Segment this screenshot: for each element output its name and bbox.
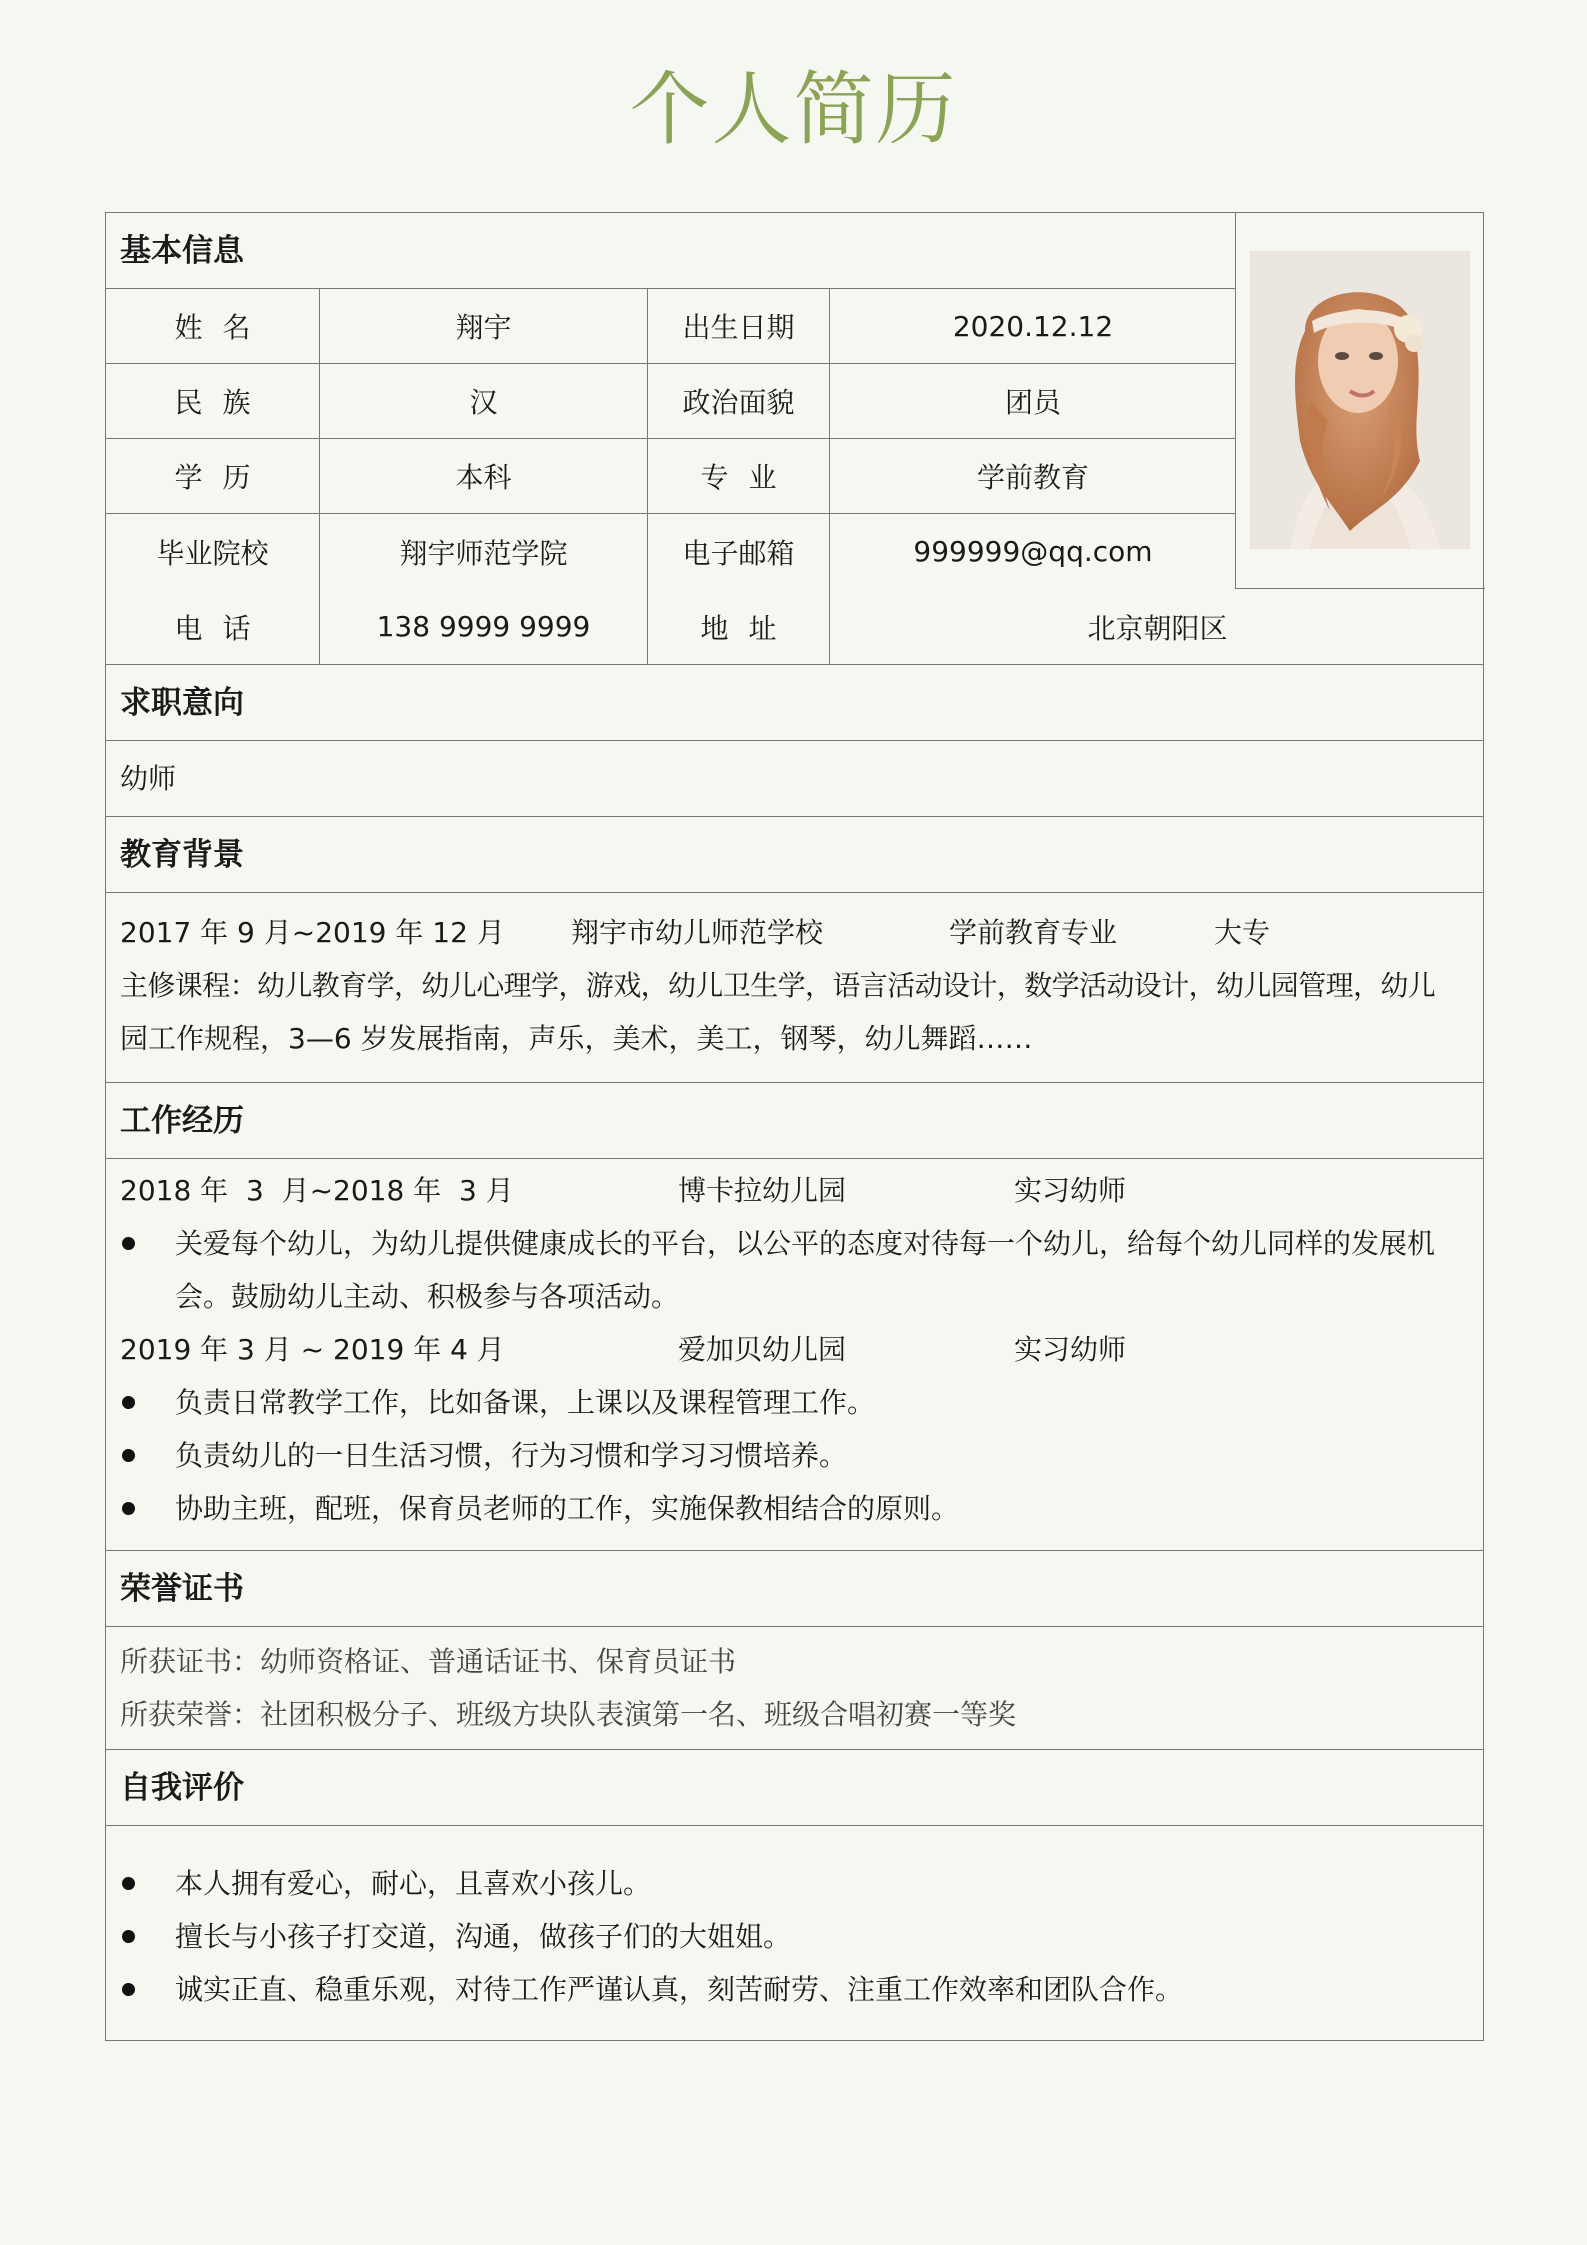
work-item: 协助主班，配班，保育员老师的工作，实施保教相结合的原则。 xyxy=(106,1482,1483,1535)
work-item: 负责日常教学工作，比如备课，上课以及课程管理工作。 xyxy=(106,1376,1483,1429)
photo-cell xyxy=(1236,213,1485,589)
education-summary xyxy=(106,906,1483,959)
work-org: 博卡拉幼儿园 xyxy=(678,1174,847,1207)
section-title: 求职意向 xyxy=(120,685,244,721)
info-value: 翔宇 xyxy=(320,289,648,363)
work-content xyxy=(106,1159,1483,1551)
info-label: 民族 xyxy=(106,364,320,438)
info-value: 翔宇师范学院 xyxy=(320,514,648,589)
info-label: 学历 xyxy=(106,439,320,513)
info-row xyxy=(106,514,1236,589)
education-content xyxy=(106,893,1483,1083)
info-label: 姓名 xyxy=(106,289,320,363)
self-eval-item: 擅长与小孩子打交道，沟通，做孩子们的大姐姐。 xyxy=(106,1910,1483,1963)
portrait-illustration xyxy=(1250,251,1470,549)
info-value: 2020.12.12 xyxy=(952,309,1114,343)
intention-content xyxy=(106,741,1483,817)
resume-frame xyxy=(105,212,1484,2041)
profile-photo xyxy=(1250,251,1470,549)
education-degree: 大专 xyxy=(1214,916,1271,949)
info-row xyxy=(106,289,1236,364)
page-title: 个人简历 xyxy=(629,63,958,156)
work-period: 2018 年 3 月~2018 年 3 月 xyxy=(120,1174,514,1207)
section-header-self xyxy=(106,1750,1483,1826)
self-eval-item: 诚实正直、稳重乐观，对待工作严谨认真，刻苦耐劳、注重工作效率和团队合作。 xyxy=(106,1963,1483,2016)
work-role: 实习幼师 xyxy=(1014,1333,1127,1366)
info-label: 毕业院校 xyxy=(106,514,320,589)
info-label: 电话 xyxy=(106,589,320,664)
info-value: 本科 xyxy=(320,439,648,513)
self-eval-content xyxy=(106,1826,1483,2040)
work-org: 爱加贝幼儿园 xyxy=(678,1333,847,1366)
info-value: 北京朝阳区 xyxy=(1087,611,1228,645)
section-header-work xyxy=(106,1083,1483,1159)
section-title: 工作经历 xyxy=(120,1103,244,1139)
info-row xyxy=(106,364,1236,439)
info-value: 汉 xyxy=(320,364,648,438)
section-title: 自我评价 xyxy=(120,1770,244,1806)
basic-info-grid xyxy=(106,213,1236,589)
section-title: 荣誉证书 xyxy=(120,1571,244,1607)
work-entry-header xyxy=(106,1164,1483,1217)
self-eval-item: 本人拥有爱心，耐心，且喜欢小孩儿。 xyxy=(106,1857,1483,1910)
education-school: 翔宇市幼儿师范学校 xyxy=(571,916,824,949)
honors-awards: 所获荣誉：社团积极分子、班级方块队表演第一名、班级合唱初赛一等奖 xyxy=(120,1698,1017,1731)
section-header-education xyxy=(106,817,1483,893)
work-period: 2019 年 3 月 ~ 2019 年 4 月 xyxy=(120,1333,505,1366)
work-entry-header xyxy=(106,1323,1483,1376)
info-row xyxy=(106,439,1236,514)
info-value: 团员 xyxy=(1004,386,1061,419)
honors-content xyxy=(106,1627,1483,1750)
work-item: 负责幼儿的一日生活习惯，行为习惯和学习习惯培养。 xyxy=(106,1429,1483,1482)
info-row-last xyxy=(106,589,1485,664)
work-role: 实习幼师 xyxy=(1014,1174,1127,1207)
info-label: 电子邮箱 xyxy=(648,514,830,589)
education-courses-line2: 园工作规程，3—6 岁发展指南，声乐，美术，美工，钢琴，幼儿舞蹈…… xyxy=(120,1022,1033,1055)
section-title: 教育背景 xyxy=(120,837,244,873)
info-label: 地址 xyxy=(648,589,830,664)
info-label: 专业 xyxy=(648,439,830,513)
work-item: 关爱每个幼儿，为幼儿提供健康成长的平台，以公平的态度对待每一个幼儿，给每个幼儿同样的发展机会。鼓励幼儿主动、积极参与各项活动。 xyxy=(106,1217,1483,1323)
education-courses-line1: 主修课程：幼儿教育学，幼儿心理学，游戏，幼儿卫生学，语言活动设计，数学活动设计，幼儿园管理，幼儿 xyxy=(120,969,1436,1002)
basic-info-block xyxy=(106,213,1483,665)
info-value: 学前教育 xyxy=(976,461,1089,494)
info-value: 138 9999 9999 xyxy=(320,589,648,664)
intention-text: 幼师 xyxy=(120,762,177,795)
education-period: 2017 年 9 月~2019 年 12 月 xyxy=(120,916,505,949)
section-title: 基本信息 xyxy=(120,233,244,269)
info-label: 出生日期 xyxy=(648,289,830,363)
info-value: 999999@qq.com xyxy=(913,535,1153,568)
info-label: 政治面貌 xyxy=(648,364,830,438)
section-header-honors xyxy=(106,1551,1483,1627)
education-major: 学前教育专业 xyxy=(949,916,1118,949)
section-header-basic xyxy=(106,213,1236,289)
honors-certs: 所获证书：幼师资格证、普通话证书、保育员证书 xyxy=(120,1645,737,1678)
section-header-intention xyxy=(106,665,1483,741)
